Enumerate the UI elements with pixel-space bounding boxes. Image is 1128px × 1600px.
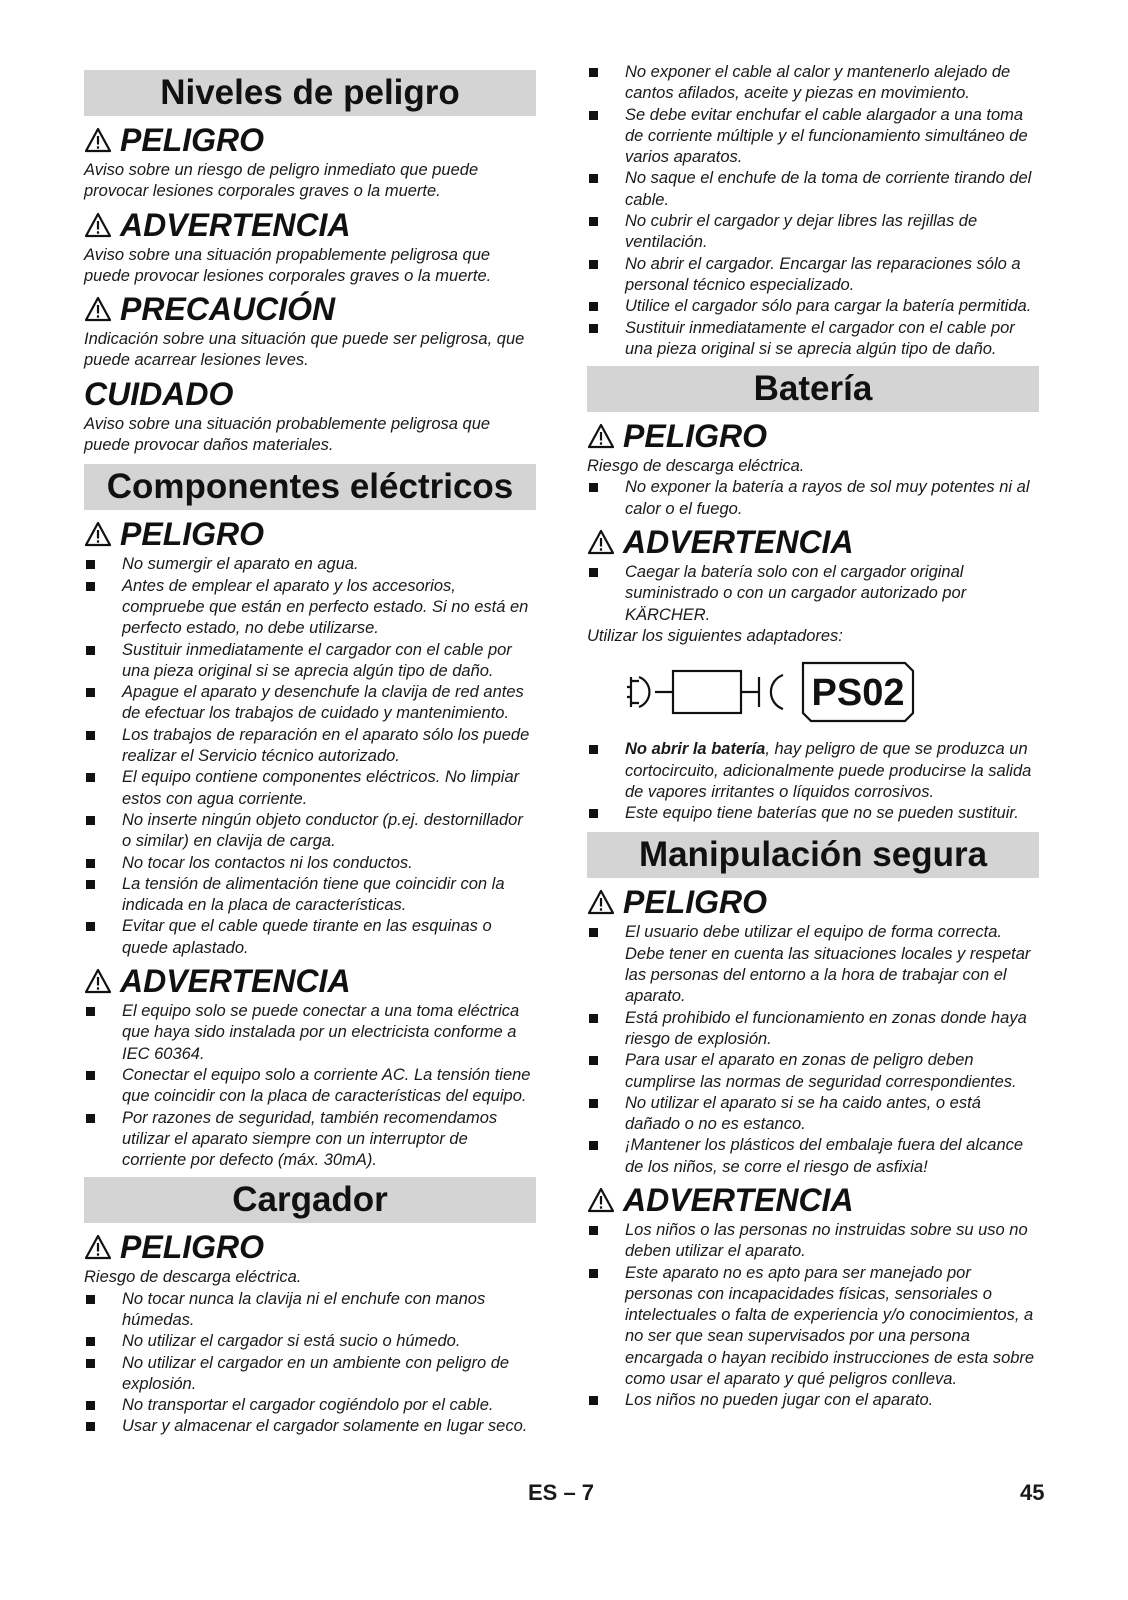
warning-icon	[84, 127, 112, 153]
bullet-list	[84, 1001, 536, 1171]
list-item: La tensión de alimentación tiene que coincidir con la indicada en la placa de características.	[84, 874, 536, 917]
hazard-description: Aviso sobre una situación propablemente peligrosa que puede provocar lesiones corporales graves o la muerte.	[84, 245, 492, 285]
hazard-description: Riesgo de descarga eléctrica.	[587, 457, 805, 476]
hazard-description: Aviso sobre un riesgo de peligro inmediato que puede provocar lesiones corporales graves o la muerte.	[84, 161, 479, 201]
list-item: Se debe evitar enchufar el cable alargador a una toma de corriente múltiple y el funcionamiento simultáneo de varios aparatos.	[587, 105, 1039, 169]
footer-page-number: 45	[1020, 1480, 1045, 1505]
list-item: Para usar el aparato en zonas de peligro deben cumplirse las normas de seguridad correspondientes.	[587, 1050, 1039, 1093]
warning-icon	[587, 423, 615, 449]
warning-icon	[587, 1187, 615, 1213]
list-item: Apague el aparato y desenchufe la clavija de red antes de efectuar los trabajos de cuidado y mantenimiento.	[84, 682, 536, 725]
hazard-advertencia	[84, 205, 536, 245]
list-item: Conectar el equipo solo a corriente AC. La tensión tiene que coincidir con la placa de características del equipo.	[84, 1065, 536, 1108]
list-item: Evitar que el cable quede tirante en las esquinas o quede aplastado.	[84, 916, 536, 959]
bullet-list	[84, 554, 536, 959]
list-item: No tocar los contactos ni los conductos.	[84, 853, 536, 874]
list-item: El equipo contiene componentes eléctricos. No limpiar estos con agua corriente.	[84, 767, 536, 810]
hazard-label: CUIDADO	[84, 375, 234, 412]
list-item: No saque el enchufe de la toma de corriente tirando del cable.	[587, 168, 1039, 211]
list-item: El equipo solo se puede conectar a una toma eléctrica que haya sido instalada por un electricista conforme a IEC 60364.	[84, 1001, 536, 1065]
list-item: Usar y almacenar el cargador solamente en lugar seco.	[84, 1416, 536, 1437]
list-item: El usuario debe utilizar el equipo de forma correcta. Debe tener en cuenta las situaciones locales y respetar las personas del entorno a la hora de trabajar con el aparato.	[587, 922, 1039, 1007]
footer-page-label: ES – 7	[528, 1480, 595, 1505]
hazard-advertencia	[84, 961, 536, 1001]
list-item: Los trabajos de reparación en el aparato sólo los puede realizar el Servicio técnico autorizado.	[84, 725, 536, 768]
bullet-list	[587, 562, 1039, 626]
hazard-description: Riesgo de descarga eléctrica.	[84, 1268, 302, 1287]
bullet-list	[84, 1289, 536, 1438]
list-item: No abrir el cargador. Encargar las reparaciones sólo a personal técnico especializado.	[587, 254, 1039, 297]
hazard-peligro	[84, 514, 536, 554]
hazard-peligro	[84, 1227, 536, 1267]
hazard-label: PELIGRO	[120, 516, 265, 553]
list-item: No utilizar el cargador si está sucio o húmedo.	[84, 1331, 536, 1352]
adapter-diagram	[587, 651, 1039, 733]
list-item: Sustituir inmediatamente el cargador con el cable por una pieza original si se aprecia algún tipo de daño.	[84, 640, 536, 683]
list-item: Antes de emplear el aparato y los accesorios, compruebe que están en perfecto estado. Si no está en perfecto estado, no debe utilizarse.	[84, 576, 536, 640]
hazard-label: PRECAUCIÓN	[120, 291, 336, 328]
section-title-niveles: Niveles de peligro	[84, 70, 536, 116]
section-title-componentes: Componentes eléctricos	[84, 464, 536, 510]
warning-icon	[84, 1234, 112, 1260]
list-item: No cubrir el cargador y dejar libres las rejillas de ventilación.	[587, 211, 1039, 254]
bullet-list	[587, 739, 1039, 824]
list-item: Los niños o las personas no instruidas sobre su uso no deben utilizar el aparato.	[587, 1220, 1039, 1263]
hazard-label: ADVERTENCIA	[623, 1181, 854, 1218]
hazard-label: ADVERTENCIA	[120, 963, 351, 1000]
list-item: ¡Mantener los plásticos del embalaje fuera del alcance de los niños, se corre el riesgo de asfixia!	[587, 1135, 1039, 1178]
hazard-precaucion	[84, 289, 536, 329]
list-item: Este aparato no es apto para ser manejado por personas con incapacidades físicas, sensoriales o intelectuales o falta de experiencia y/o conocimientos, a no ser que sean supervisados por una persona encargada o hayan recibido instrucciones de esta sobre como usar el aparato y qué peligros conlleva.	[587, 1263, 1039, 1391]
list-item: No sumergir el aparato en agua.	[84, 554, 536, 575]
list-item: No utilizar el cargador en un ambiente con peligro de explosión.	[84, 1353, 536, 1396]
list-item-bold: No abrir la batería	[625, 740, 766, 759]
warning-icon	[84, 968, 112, 994]
bullet-list	[587, 922, 1039, 1178]
hazard-description: Indicación sobre una situación que puede ser peligrosa, que puede acarrear lesiones leves.	[84, 330, 525, 370]
left-column	[84, 66, 536, 1438]
bullet-list	[587, 477, 1039, 520]
list-item: No utilizar el aparato si se ha caido antes, o está dañado o no es estanco.	[587, 1093, 1039, 1136]
list-item	[587, 739, 1039, 803]
warning-icon	[84, 296, 112, 322]
right-column	[587, 62, 1039, 1412]
hazard-cuidado	[84, 374, 536, 414]
list-item: Los niños no pueden jugar con el aparato.	[587, 1390, 1039, 1411]
list-item-text: , hay peligro de que se produzca un cortocircuito, adicionalmente puede producirse la salida de vapores irritantes o líquidos corrosivos.	[625, 740, 1032, 801]
list-item: No exponer el cable al calor y mantenerlo alejado de cantos afilados, aceite y piezas en movimiento.	[587, 62, 1039, 105]
warning-icon	[84, 212, 112, 238]
list-item: Caegar la batería solo con el cargador original suministrado o con un cargador autorizado por KÄRCHER.	[587, 562, 1039, 626]
hazard-label: PELIGRO	[120, 122, 265, 158]
warning-icon	[587, 889, 615, 915]
list-item: Por razones de seguridad, también recomendamos utilizar el aparato siempre con un interruptor de corriente por defecto (máx. 30mA).	[84, 1108, 536, 1172]
section-title-manipulacion: Manipulación segura	[587, 832, 1039, 878]
adapters-text: Utilizar los siguientes adaptadores:	[587, 626, 843, 645]
list-item: No tocar nunca la clavija ni el enchufe con manos húmedas.	[84, 1289, 536, 1332]
warning-icon	[587, 529, 615, 555]
list-item: Utilice el cargador sólo para cargar la batería permitida.	[587, 296, 1039, 317]
hazard-label: PELIGRO	[623, 418, 768, 455]
hazard-label: PELIGRO	[623, 884, 768, 921]
hazard-peligro	[84, 120, 536, 160]
adapter-label: PS02	[811, 672, 905, 715]
list-item: Sustituir inmediatamente el cargador con el cable por una pieza original si se aprecia algún tipo de daño.	[587, 318, 1039, 361]
hazard-label: ADVERTENCIA	[120, 206, 351, 243]
list-item: Está prohibido el funcionamiento en zonas donde haya riesgo de explosión.	[587, 1008, 1039, 1051]
hazard-advertencia	[587, 522, 1039, 562]
bullet-list	[587, 1220, 1039, 1412]
hazard-label: ADVERTENCIA	[623, 524, 854, 561]
hazard-peligro	[587, 416, 1039, 456]
hazard-advertencia	[587, 1180, 1039, 1220]
section-title-cargador: Cargador	[84, 1177, 536, 1223]
adapter-plug-icon	[625, 657, 915, 727]
hazard-label: PELIGRO	[120, 1229, 265, 1266]
bullet-list	[587, 62, 1039, 360]
list-item: Este equipo tiene baterías que no se pueden sustituir.	[587, 803, 1039, 824]
hazard-description: Aviso sobre una situación probablemente peligrosa que puede provocar daños materiales.	[84, 414, 491, 455]
warning-icon	[84, 521, 112, 547]
list-item: No transportar el cargador cogiéndolo por el cable.	[84, 1395, 536, 1416]
list-item: No exponer la batería a rayos de sol muy potentes ni al calor o el fuego.	[587, 477, 1039, 520]
section-title-bateria: Batería	[587, 366, 1039, 412]
hazard-peligro	[587, 882, 1039, 922]
list-item: No inserte ningún objeto conductor (p.ej. destornillador o similar) en clavija de carga.	[84, 810, 536, 853]
